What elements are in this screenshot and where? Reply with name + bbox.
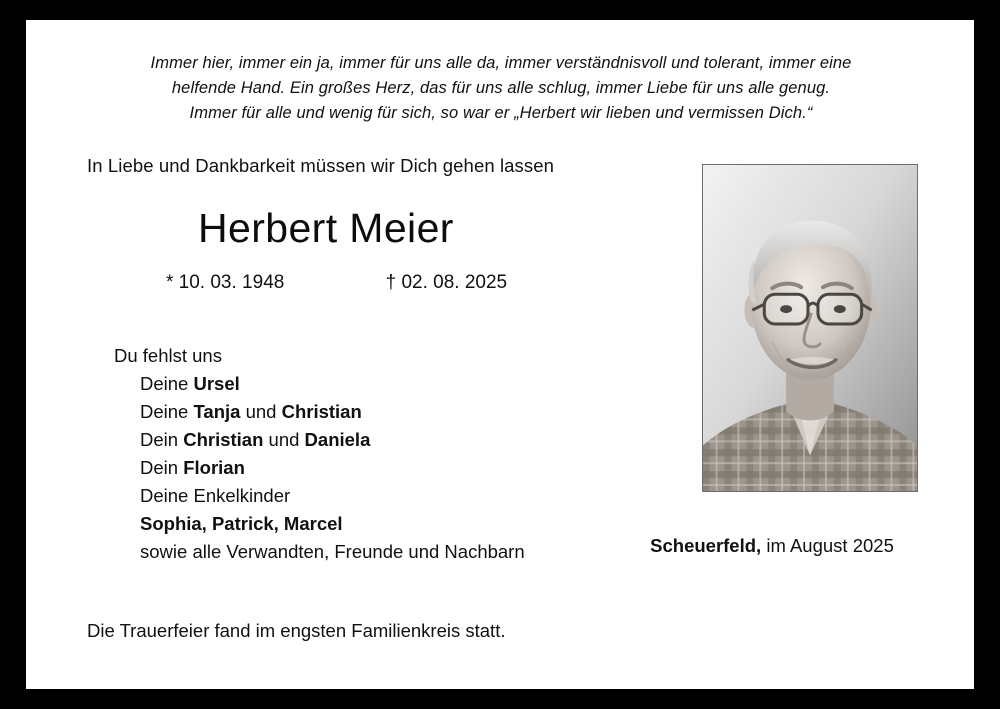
family-line-2-name: Tanja [193,401,241,422]
grandchildren-names: Sophia, Patrick, Marcel [140,513,343,534]
notice-card [26,20,974,689]
family-line-1 [114,370,525,398]
family-line-2-prefix: Deine [140,401,194,422]
family-line-3 [114,426,525,454]
birth-date: * 10. 03. 1948 [166,272,285,293]
family-line-4-prefix: Dein [140,457,184,478]
family-heading: Du fehlst uns [114,345,222,366]
family-line-3-name: Christian [183,429,264,450]
grandchildren-label: Deine Enkelkinder [140,485,291,506]
funeral-note: Die Trauerfeier fand im engsten Familienkreis statt. [87,620,506,641]
verse-line-1: Immer hier, immer ein ja, immer für uns alle da, immer verständnisvoll und tolerant, immer eine [150,54,852,72]
family-line-2-name2: Christian [281,401,362,422]
family-line-3-prefix: Dein [140,429,184,450]
family-line-1-prefix: Deine [140,373,194,394]
family-line-2-middle: und [240,401,282,422]
verse-line-2: helfende Hand. Ein großes Herz, das für uns alle schlug, immer Liebe für uns alle genug. [171,79,831,97]
family-line-3-name2: Daniela [304,429,371,450]
family-line-4 [114,454,525,482]
intro-text: In Liebe und Dankbarkeit müssen wir Dich gehen lassen [87,155,555,176]
life-dates [166,272,606,294]
family-line-3-middle: und [263,429,305,450]
family-closing: sowie alle Verwandten, Freunde und Nachbarn [140,541,525,562]
portrait-photo [702,164,918,492]
deceased-name: Herbert Meier [198,205,454,251]
verse-line-3: Immer für alle und wenig für sich, so war er „Herbert wir lieben und vermissen Dich.“ [189,104,813,122]
family-line-1-name: Ursel [193,373,240,394]
place-and-date [622,535,922,557]
family-line-2 [114,398,525,426]
memorial-verse [92,51,910,126]
family-list [114,342,525,566]
death-date: † 02. 08. 2025 [385,272,508,293]
place-date: im August 2025 [761,535,894,556]
portrait-photo-image [703,165,917,491]
place-city: Scheuerfeld, [650,535,762,556]
family-line-4-name: Florian [183,457,245,478]
